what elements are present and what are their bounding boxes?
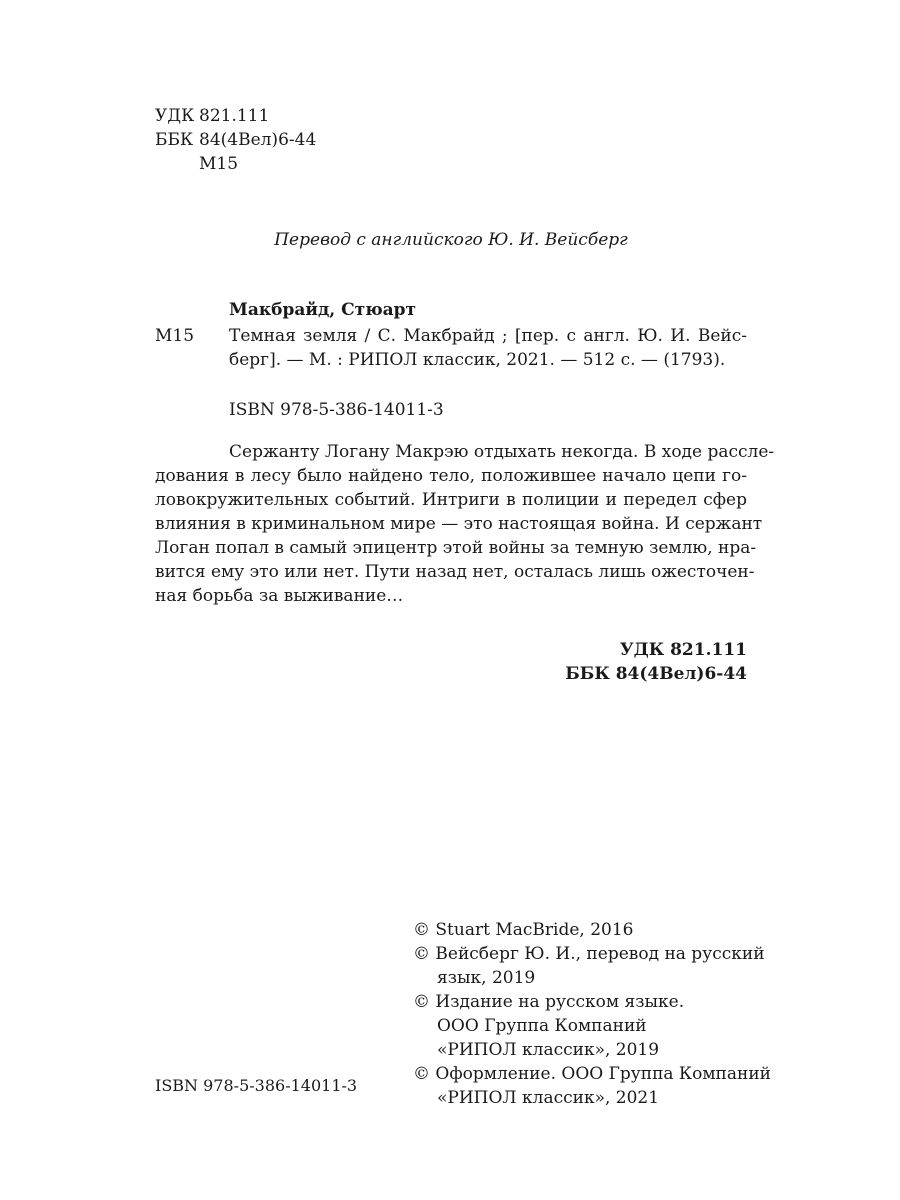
- annotation-line: ная борьба за выживание…: [155, 586, 404, 606]
- translator-note: Перевод с английского Ю. И. Вейсберг: [274, 230, 628, 250]
- bbk-row: [155, 128, 316, 152]
- copyright-line: язык, 2019: [437, 968, 536, 988]
- bbk-code-bold: ББК 84(4Вел)6-44: [565, 664, 747, 684]
- bibliographic-description: [229, 324, 747, 372]
- bibliographic-line-2: берг]. — М. : РИПОЛ классик, 2021. — 512 с. — (1793).: [229, 350, 726, 370]
- annotation-line: влияния в криминальном мире — это настоящая война. И сержант: [155, 514, 763, 534]
- udk-code-bold: УДК 821.111: [619, 640, 747, 660]
- copyright-line: © Вейсберг Ю. И., перевод на русский: [413, 944, 765, 964]
- annotation-line: Логан попал в самый эпицентр этой войны за темную землю, нра-: [155, 538, 757, 558]
- copyright-line: ООО Группа Компаний: [437, 1016, 647, 1036]
- author-mark-row: [155, 152, 316, 176]
- copyright-line: © Stuart MacBride, 2016: [413, 920, 634, 940]
- copyright-line: © Оформление. ООО Группа Компаний: [413, 1064, 772, 1084]
- udk-label: УДК: [155, 106, 195, 126]
- bbk-label: ББК: [155, 130, 194, 150]
- udk-row: [155, 104, 316, 128]
- isbn-main: ISBN 978-5-386-14011-3: [229, 400, 444, 420]
- copyright-line: «РИПОЛ классик», 2019: [437, 1040, 660, 1060]
- author-mark: М15: [199, 154, 239, 174]
- copyright-line: «РИПОЛ классик», 2021: [437, 1088, 660, 1108]
- isbn-bottom: ISBN 978-5-386-14011-3: [155, 1076, 358, 1095]
- bibliographic-mark: М15: [155, 326, 195, 346]
- classification-block: [155, 104, 316, 176]
- copyright-line: © Издание на русском языке.: [413, 992, 685, 1012]
- annotation-line: дования в лесу было найдено тело, положившее начало цепи го-: [155, 466, 747, 486]
- annotation-line: вится ему это или нет. Пути назад нет, осталась лишь ожесточен-: [155, 562, 755, 582]
- udk-value: 821.111: [199, 106, 270, 126]
- copyright-block: [413, 918, 772, 1110]
- annotation-line: Сержанту Логану Макрэю отдыхать некогда. В ходе рассле-: [229, 442, 775, 462]
- bbk-value: 84(4Вел)6-44: [199, 130, 317, 150]
- author-heading: Макбрайд, Стюарт: [229, 300, 417, 320]
- classification-codes-right: [455, 638, 747, 686]
- bibliographic-line-1: Темная земля / С. Макбрайд ; [пер. с англ. Ю. И. Вейс-: [229, 326, 747, 346]
- annotation-paragraph: [155, 440, 775, 608]
- annotation-line: ловокружительных событий. Интриги в полиции и передел сфер: [155, 490, 747, 510]
